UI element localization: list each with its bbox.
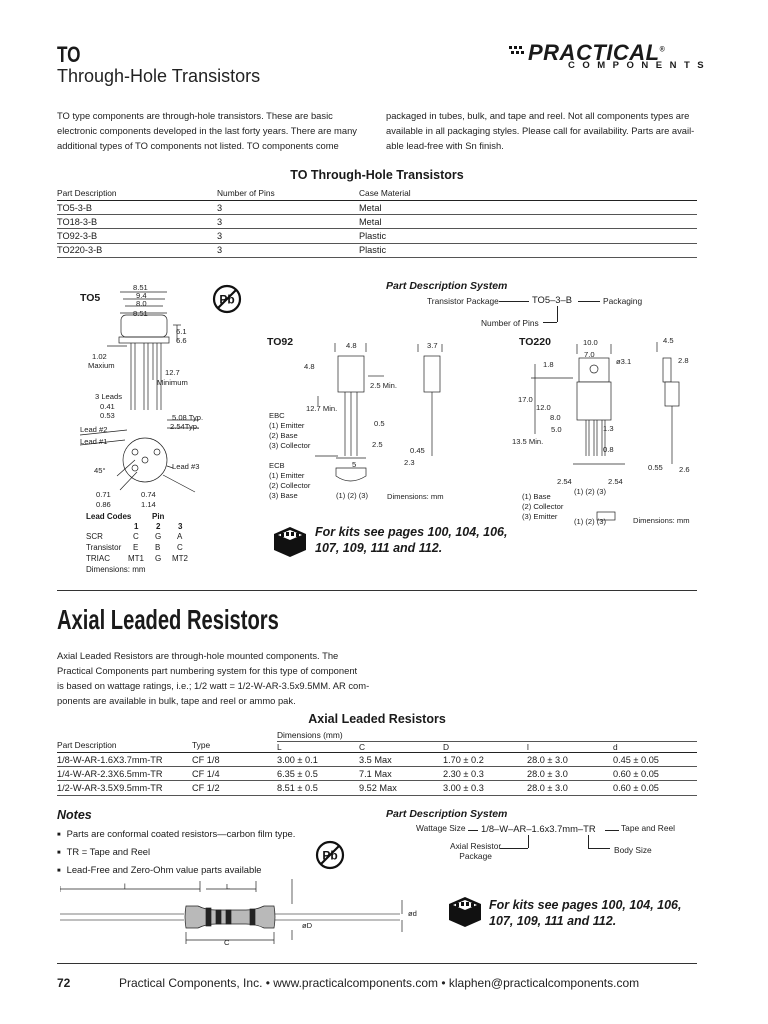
col-header: L bbox=[277, 742, 282, 752]
col-header: D bbox=[443, 742, 450, 752]
pds-connector bbox=[543, 322, 557, 323]
pds-wattage-size: Wattage Size bbox=[416, 823, 466, 833]
legend-line: (2) Base bbox=[269, 431, 298, 440]
company-logo bbox=[508, 40, 712, 76]
notes-list bbox=[57, 826, 295, 880]
dim-label: 7.0 bbox=[584, 350, 595, 359]
dim-label: 2.6 bbox=[679, 465, 690, 474]
legend-line: ECB bbox=[269, 461, 285, 470]
dimensions-note: Dimensions: mm bbox=[86, 565, 146, 574]
table-row bbox=[57, 229, 697, 243]
dim-label: 0.45 bbox=[410, 446, 425, 455]
table-header-row bbox=[57, 186, 697, 201]
dim-label: 1.02 bbox=[92, 352, 107, 361]
cell: Metal bbox=[359, 215, 697, 229]
cell: 6.35 ± 0.5 bbox=[277, 767, 359, 781]
pin-number: 3 bbox=[178, 522, 183, 531]
to220-legend bbox=[522, 492, 563, 522]
dim-label: 1.3 bbox=[603, 424, 614, 433]
svg-text:Pb: Pb bbox=[219, 292, 235, 307]
dim-label: 0.5 bbox=[374, 419, 385, 428]
cell: 3 bbox=[217, 215, 359, 229]
table-row bbox=[57, 243, 697, 257]
dim-label: 2.54 bbox=[557, 477, 572, 486]
cell: 1.70 ± 0.2 bbox=[443, 753, 527, 767]
intro-line: available in all packaging styles. Please call for availability. Parts are avail- bbox=[386, 125, 695, 136]
kit-line: 107, 109, 111 and 112. bbox=[315, 541, 443, 555]
kit-box-icon bbox=[270, 524, 310, 558]
dim-label: 6.1 bbox=[176, 327, 187, 336]
cell: MT1 bbox=[128, 554, 144, 563]
cell: 3.00 ± 0.3 bbox=[443, 781, 527, 795]
label-line: Package bbox=[459, 851, 492, 861]
page-title: TO bbox=[57, 42, 81, 67]
dim-label: 2.5 Min. bbox=[370, 381, 398, 390]
lead-free-icon bbox=[315, 840, 345, 870]
cell: 3.00 ± 0.1 bbox=[277, 753, 359, 767]
axial-resistor-table bbox=[57, 730, 697, 796]
cell: TRIAC bbox=[86, 554, 110, 563]
pds-tape-and-reel: Tape and Reel bbox=[621, 823, 676, 833]
dim-label: 1.14 bbox=[141, 500, 156, 509]
dim-label: ød bbox=[408, 909, 417, 918]
dim-label: 0.55 bbox=[648, 463, 663, 472]
intro-line: is based on wattage ratings, i.e.; 1/2 watt = 1/2-W-AR-3.5x9.5MM. AR com- bbox=[57, 680, 370, 691]
pds-connector bbox=[588, 835, 589, 848]
intro-line: packaged in tubes, bulk, and tape and reel. Not all components types are bbox=[386, 110, 690, 121]
dim-label: 0.74 bbox=[141, 490, 156, 499]
lead-code-row bbox=[86, 543, 196, 554]
dim-label: Lead #2 bbox=[80, 425, 108, 434]
dim-label: 8.0 bbox=[550, 413, 561, 422]
dim-label: Lead #3 bbox=[172, 462, 200, 471]
kit-box-icon bbox=[445, 894, 485, 928]
dim-label: 2.8 bbox=[678, 356, 689, 365]
legend-line: (1) Emitter bbox=[269, 421, 305, 430]
col-header: d bbox=[613, 742, 618, 752]
dim-label: 0.8 bbox=[603, 445, 614, 454]
to-table-title: TO Through-Hole Transistors bbox=[290, 168, 464, 182]
cell: 7.1 Max bbox=[359, 767, 443, 781]
intro-line: TO type components are through-hole transistors. These are basic bbox=[57, 110, 333, 121]
dim-label: 1.8 bbox=[543, 360, 554, 369]
legend-line: EBC bbox=[269, 411, 285, 420]
cell: 3 bbox=[217, 229, 359, 243]
logo-chip-icon bbox=[508, 44, 526, 58]
cell: 1/2-W-AR-3.5X9.5mm-TR bbox=[57, 781, 192, 795]
cell: E bbox=[133, 543, 139, 552]
cell: 8.51 ± 0.5 bbox=[277, 781, 359, 795]
col-header: Case Material bbox=[359, 188, 411, 198]
dim-label: 0.41 bbox=[100, 402, 115, 411]
legend-line: (2) Collector bbox=[522, 502, 564, 511]
dim-label: 4.5 bbox=[663, 336, 674, 345]
list-item: ■ TR = Tape and Reel bbox=[57, 844, 295, 862]
legend-line: (3) Emitter bbox=[522, 512, 558, 521]
svg-text:Pb: Pb bbox=[322, 848, 338, 863]
dim-label: 10.0 bbox=[583, 338, 598, 347]
to92-label: TO92 bbox=[267, 336, 294, 348]
list-item: ■ Lead-Free and Zero-Ohm value parts available bbox=[57, 862, 295, 880]
axial-table-title: Axial Leaded Resistors bbox=[308, 712, 446, 726]
dim-label: L bbox=[226, 882, 231, 891]
lead-code-row bbox=[86, 554, 196, 565]
pds-body-size: Body Size bbox=[614, 845, 652, 855]
kit-line: For kits see pages 100, 104, 106, bbox=[489, 898, 682, 912]
cell: 3.5 Max bbox=[359, 753, 443, 767]
dim-label: 5.08 Typ. bbox=[172, 413, 204, 422]
label-line: Axial Resistor bbox=[450, 841, 502, 851]
cell: G bbox=[155, 554, 162, 563]
cell: 28.0 ± 3.0 bbox=[527, 753, 613, 767]
page-subtitle: Through-Hole Transistors bbox=[57, 66, 261, 86]
table-row bbox=[57, 215, 697, 229]
kit-line: For kits see pages 100, 104, 106, bbox=[315, 525, 508, 539]
col-header: Type bbox=[192, 740, 211, 750]
pin-order-label: (1) (2) (3) bbox=[574, 487, 607, 496]
col-header: Part Description bbox=[57, 188, 117, 198]
lead-codes-heading: Lead Codes bbox=[86, 512, 132, 521]
cell: SCR bbox=[86, 532, 103, 541]
to92-diagram bbox=[300, 336, 450, 496]
dim-label: 4.8 bbox=[304, 362, 315, 371]
pds-connector bbox=[557, 306, 558, 322]
intro-line: ponents are available in bulk, tape and reel or ammo pak. bbox=[57, 695, 296, 706]
to220-label: TO220 bbox=[519, 336, 551, 348]
pin-order-label: (1) (2) (3) bbox=[574, 517, 607, 526]
pds-connector bbox=[528, 835, 529, 848]
legend-line: (1) Emitter bbox=[269, 471, 305, 480]
dim-label: 8.0 bbox=[136, 299, 147, 308]
intro-column-2 bbox=[386, 108, 706, 153]
intro-line: able lead-free with Sn finish. bbox=[386, 140, 504, 151]
pin-number: 1 bbox=[134, 522, 139, 531]
cell: Transistor bbox=[86, 543, 122, 552]
table-row bbox=[57, 753, 697, 767]
cell: TO18-3-B bbox=[57, 215, 217, 229]
dim-label: 5.0 bbox=[551, 425, 562, 434]
cell: Plastic bbox=[359, 243, 697, 257]
axial-section-title: Axial Leaded Resistors bbox=[57, 604, 279, 635]
lead-codes-header bbox=[86, 512, 196, 522]
cell: C bbox=[133, 532, 139, 541]
dim-label: 12.0 bbox=[536, 403, 551, 412]
notes-title: Notes bbox=[57, 808, 92, 822]
cell: Metal bbox=[359, 201, 697, 215]
cell: C bbox=[177, 543, 183, 552]
pds-axial-resistor-package bbox=[450, 841, 501, 861]
dim-label: 0.53 bbox=[100, 411, 115, 420]
dimensions-note: Dimensions: mm bbox=[633, 516, 690, 525]
cell: 0.60 ± 0.05 bbox=[613, 767, 697, 781]
dim-label: Lead #1 bbox=[80, 437, 108, 446]
intro-line: Axial Leaded Resistors are through-hole mounted components. The bbox=[57, 650, 339, 661]
axial-resistor-diagram bbox=[60, 876, 430, 956]
pds-connector bbox=[588, 848, 610, 849]
dim-label: ø3.1 bbox=[616, 357, 632, 366]
to5-label: TO5 bbox=[80, 292, 101, 304]
kit-line: 107, 109, 111 and 112. bbox=[489, 914, 617, 928]
cell: CF 1/4 bbox=[192, 767, 277, 781]
to92-ebc-legend bbox=[269, 411, 310, 451]
lead-codes-table bbox=[86, 512, 196, 576]
dim-label: 5 bbox=[352, 460, 357, 469]
legend-line: (2) Collector bbox=[269, 481, 311, 490]
pin-order-label: (1) (2) (3) bbox=[336, 491, 369, 500]
pin-heading: Pin bbox=[152, 512, 165, 521]
dim-label: 12.7 bbox=[165, 368, 180, 377]
dim-label: øD bbox=[302, 921, 313, 930]
dim-label: 0.71 bbox=[96, 490, 111, 499]
table-row bbox=[57, 201, 697, 215]
cell: 0.45 ± 0.05 bbox=[613, 753, 697, 767]
dim-label: C bbox=[224, 938, 230, 947]
dim-label: 9.4 bbox=[136, 291, 147, 300]
dim-label: 45° bbox=[94, 466, 106, 475]
footer-divider bbox=[57, 963, 697, 964]
cell: 1/8-W-AR-1.6X3.7mm-TR bbox=[57, 753, 192, 767]
intro-line: additional types of TO components not listed. TO components come bbox=[57, 140, 339, 151]
dim-label: 0.86 bbox=[96, 500, 111, 509]
to-pds-title: Part Description System bbox=[386, 280, 508, 292]
pds-connector bbox=[500, 848, 528, 849]
dim-label: 17.0 bbox=[518, 395, 533, 404]
dim-label: Minimum bbox=[157, 378, 188, 387]
col-header: l bbox=[527, 742, 529, 752]
intro-line: Practical Components part numbering system for this type of component bbox=[57, 665, 358, 676]
list-item: ■ Parts are conformal coated resistors—carbon film type. bbox=[57, 826, 295, 844]
col-header: C bbox=[359, 742, 366, 752]
legend-line: (3) Collector bbox=[269, 441, 311, 450]
table-row bbox=[57, 767, 697, 781]
lead-code-row bbox=[86, 532, 196, 543]
dim-label: Maxium bbox=[88, 361, 115, 370]
dim-label: 2.3 bbox=[404, 458, 415, 467]
cell: TO220-3-B bbox=[57, 243, 217, 257]
cell: 9.52 Max bbox=[359, 781, 443, 795]
lead-free-icon bbox=[212, 284, 242, 314]
dim-label: 2.5 bbox=[372, 440, 383, 449]
intro-column-1 bbox=[57, 108, 377, 153]
page-number: 72 bbox=[57, 976, 71, 990]
kit-note-2 bbox=[489, 897, 681, 929]
dim-label: 2.54Typ. bbox=[170, 422, 200, 431]
axial-intro bbox=[57, 648, 397, 708]
pds-connector bbox=[578, 301, 600, 302]
dim-label: 2.54 bbox=[608, 477, 623, 486]
footer-contact: Practical Components, Inc. • www.practicalcomponents.com • klaphen@practicalcomponents.com bbox=[119, 976, 640, 990]
dim-label: 4.8 bbox=[346, 341, 357, 350]
pds-transistor-package: Transistor Package bbox=[427, 296, 499, 306]
dim-label: l bbox=[124, 882, 126, 891]
pds-code: 1/8–W–AR–1.6x3.7mm–TR bbox=[481, 823, 596, 834]
section-divider bbox=[57, 590, 697, 591]
pds-connector bbox=[605, 830, 619, 831]
cell: 1/4-W-AR-2.3X6.5mm-TR bbox=[57, 767, 192, 781]
cell: MT2 bbox=[172, 554, 188, 563]
pds-connector bbox=[468, 830, 478, 831]
cell: Plastic bbox=[359, 229, 697, 243]
dimensions-note: Dimensions: mm bbox=[387, 492, 444, 501]
pds-connector bbox=[499, 301, 529, 302]
cell: CF 1/8 bbox=[192, 753, 277, 767]
cell: 28.0 ± 3.0 bbox=[527, 767, 613, 781]
kit-note-1 bbox=[315, 524, 507, 556]
logo-tagline: COMPONENTS bbox=[568, 60, 712, 71]
dim-label: 6.6 bbox=[176, 336, 187, 345]
col-header: Number of Pins bbox=[217, 188, 275, 198]
pin-numbers bbox=[86, 522, 196, 532]
pds-packaging: Packaging bbox=[603, 296, 643, 306]
cell: 2.30 ± 0.3 bbox=[443, 767, 527, 781]
cell: TO5-3-B bbox=[57, 201, 217, 215]
cell: 0.60 ± 0.05 bbox=[613, 781, 697, 795]
cell: TO92-3-B bbox=[57, 229, 217, 243]
pin-number: 2 bbox=[156, 522, 161, 531]
dim-label: 13.5 Min. bbox=[512, 437, 544, 446]
dim-label: 12.7 Min. bbox=[306, 404, 338, 413]
to-transistor-table bbox=[57, 186, 697, 258]
dim-label: 8.51 bbox=[133, 309, 148, 318]
col-header-group: Dimensions (mm) bbox=[277, 730, 697, 742]
legend-line: (3) Base bbox=[269, 491, 298, 500]
col-header: Part Description bbox=[57, 740, 117, 750]
cell: 3 bbox=[217, 201, 359, 215]
pds-code: TO5–3–B bbox=[532, 294, 572, 305]
to92-ecb-legend bbox=[269, 461, 310, 501]
logo-wordmark: PRACTICAL® bbox=[528, 40, 666, 65]
dim-label: 8.51 bbox=[133, 283, 148, 292]
dim-label: 3 Leads bbox=[95, 392, 123, 401]
table-row bbox=[57, 781, 697, 795]
dim-label: 3.7 bbox=[427, 341, 438, 350]
cell: G bbox=[155, 532, 162, 541]
cell: B bbox=[155, 543, 161, 552]
cell: A bbox=[177, 532, 183, 541]
pds-number-of-pins: Number of Pins bbox=[481, 318, 539, 328]
legend-line: (1) Base bbox=[522, 492, 551, 501]
intro-line: electronic components developed in the last forty years. There are many bbox=[57, 125, 357, 136]
cell: CF 1/2 bbox=[192, 781, 277, 795]
cell: 28.0 ± 3.0 bbox=[527, 781, 613, 795]
table-header-row bbox=[57, 730, 697, 742]
cell: 3 bbox=[217, 243, 359, 257]
ar-pds-title: Part Description System bbox=[386, 808, 508, 820]
